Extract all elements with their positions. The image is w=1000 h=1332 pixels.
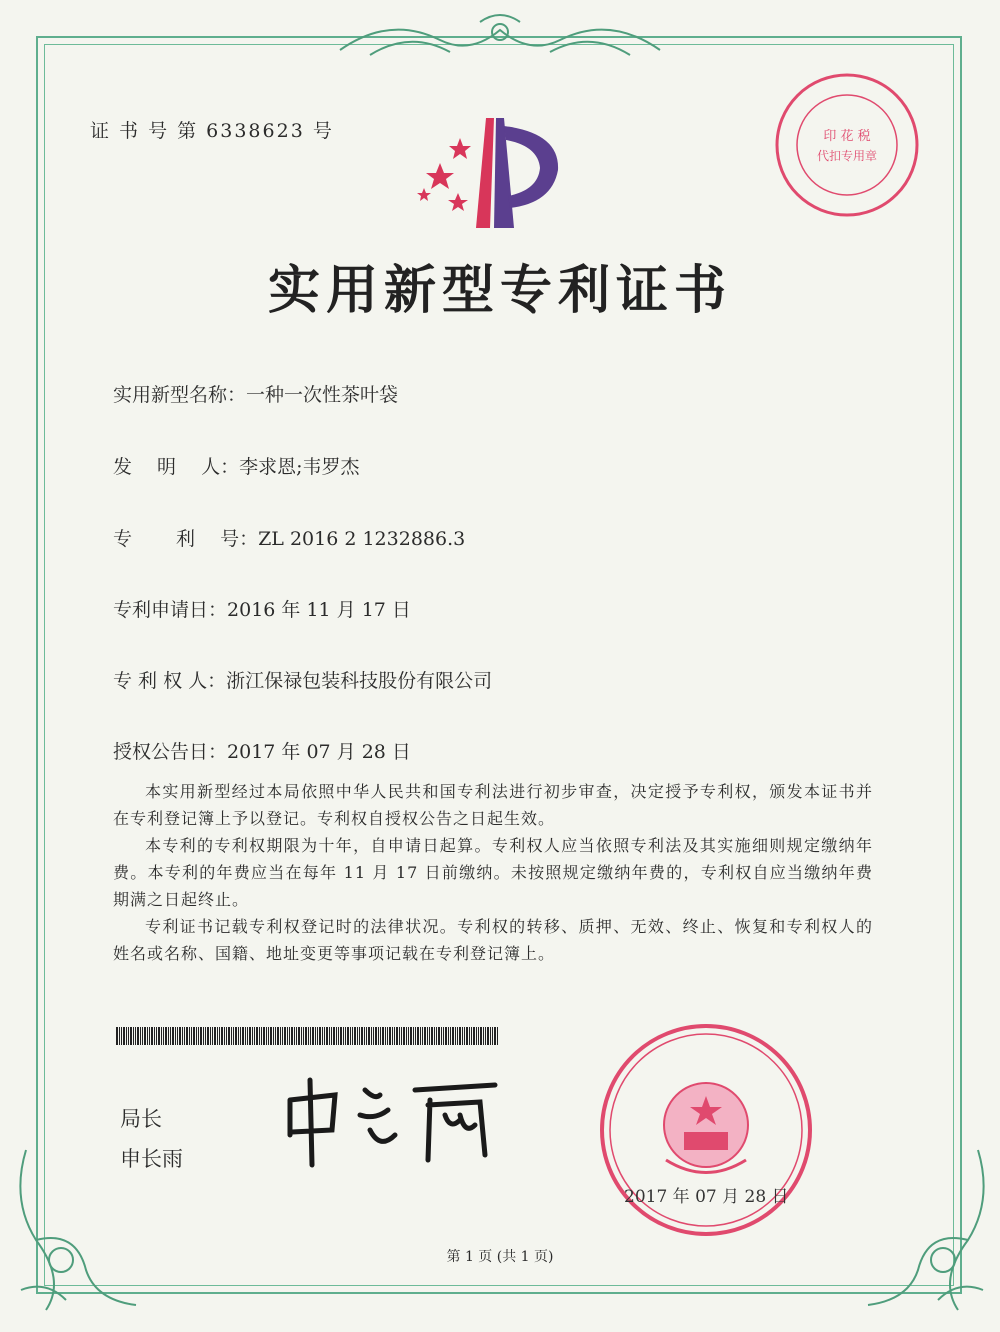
certificate-body (113, 778, 873, 967)
paragraph: 本实用新型经过本局依照中华人民共和国专利法进行初步审查，决定授予专利权，颁发本证书并在专利登记簿上予以登记。专利权自授权公告之日起生效。 (113, 782, 873, 828)
national-ip-seal (596, 1020, 816, 1240)
director-title: 局长 (120, 1107, 162, 1131)
top-ornament (330, 10, 670, 70)
barcode (116, 1027, 498, 1045)
field-name (113, 380, 398, 407)
field-label: 专 利 号： (113, 528, 259, 550)
field-patent-number (113, 524, 465, 551)
field-value: 李求恩;韦罗杰 (239, 456, 360, 478)
page-number: 第 1 页 (共 1 页) (446, 1249, 554, 1265)
field-value: 2017 年 07 月 28 日 (227, 741, 411, 763)
director-name: 申长雨 (120, 1147, 183, 1171)
field-value: 2016 年 11 月 17 日 (227, 599, 411, 621)
field-value: ZL 2016 2 1232886.3 (258, 528, 466, 550)
tax-stamp (772, 70, 922, 220)
field-label: 实用新型名称： (113, 384, 247, 406)
field-label: 专利申请日： (113, 599, 228, 621)
director-signature (280, 1060, 510, 1170)
field-grant-date (113, 737, 411, 764)
field-label: 专 利 权 人： (113, 670, 227, 692)
seal-date: 2017 年 07 月 28 日 (624, 1187, 789, 1207)
certificate-title: 实用新型专利证书 (267, 261, 732, 321)
field-value: 一种一次性茶叶袋 (246, 384, 399, 406)
field-application-date (113, 595, 411, 622)
field-label: 授权公告日： (113, 741, 228, 763)
field-inventor (113, 452, 360, 479)
field-patentee (113, 666, 492, 693)
paragraph: 本专利的专利权期限为十年，自申请日起算。专利权人应当依照专利法及其实施细则规定缴纳年费。本专利的年费应当在每年 11 月 17 日前缴纳。未按照规定缴纳年费的，专利权自应当缴纳年费期满之日起终止。 (113, 836, 873, 909)
field-label: 发 明 人： (113, 456, 240, 478)
bottom-right-ornament (858, 1140, 998, 1320)
field-value: 浙江保禄包装科技股份有限公司 (226, 670, 493, 692)
svg-text:代扣专用章: 代扣专用章 (816, 149, 878, 163)
certificate-number: 证 书 号 第 6338623 号 (90, 120, 334, 142)
patent-office-logo (410, 108, 580, 233)
paragraph: 专利证书记载专利权登记时的法律状况。专利权的转移、质押、无效、终止、恢复和专利权人的姓名或名称、国籍、地址变更等事项记载在专利登记簿上。 (113, 917, 873, 963)
svg-text:印 花 税: 印 花 税 (823, 129, 871, 144)
